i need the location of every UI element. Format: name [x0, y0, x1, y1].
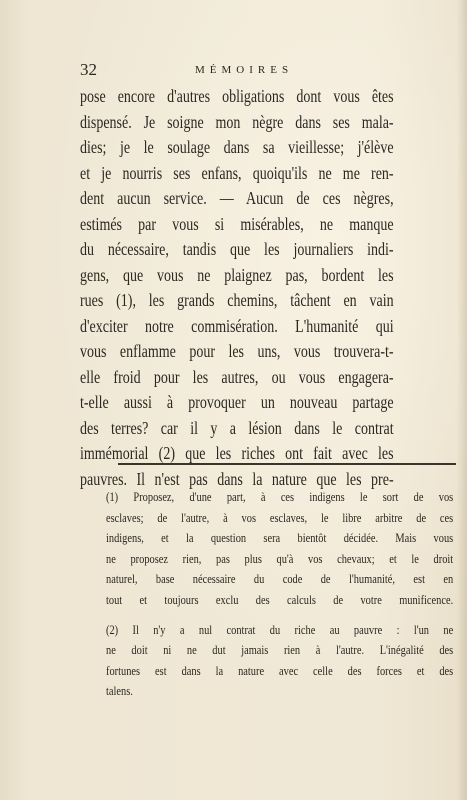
- text-line: du nécessaire, tandis que les journaliers indi-: [80, 239, 394, 259]
- text-line: estimés par vous si misérables, ne manque: [80, 213, 394, 234]
- text-line: des terres? car il y a lésion dans le contrat: [80, 417, 394, 438]
- text-line: et je nourris ses enfans, quoiqu'ils ne me ren-: [80, 162, 394, 183]
- page-edge-shadow: [457, 0, 467, 800]
- running-title: MÉMOIRES: [195, 64, 294, 76]
- text-line: d'exciter notre commisération. L'humanité qui: [80, 315, 394, 336]
- text-line: dies; je le soulage dans sa vieillesse; j'élève: [80, 137, 394, 157]
- footnote-line last-line: talens.: [106, 683, 133, 699]
- footnote-line: ne doit ni ne dut jamais rien à l'autre. L'inégalité des: [106, 642, 454, 658]
- main-text: [80, 84, 394, 492]
- footnote-line: (1) Proposez, d'une part, à ces indigens le sort de vos: [106, 489, 454, 504]
- footnotes: [106, 487, 453, 711]
- page-header: [80, 60, 392, 82]
- footnote-line: ne proposez rien, pas plus qu'à vos chevaux; et le droit: [106, 550, 454, 566]
- text-line: dent aucun service. — Aucun de ces nègres,: [80, 188, 394, 208]
- footnote-line: naturel, base nécessaire du code de l'humanité, est en: [106, 571, 454, 587]
- text-line: gens, que vous ne plaignez pas, bordent les: [80, 264, 394, 285]
- text-line: dispensé. Je soigne mon nègre dans ses mala-: [80, 111, 394, 132]
- text-line: t-elle aussi à provoquer un nouveau partage: [80, 392, 394, 412]
- text-line: immémorial (2) que les riches ont fait avec les: [80, 443, 394, 463]
- footnote-2: [106, 620, 453, 702]
- footnote-line: indigens, et la question sera bientôt décidée. Mais vous: [106, 530, 454, 546]
- text-line: rues (1), les grands chemins, tâchent en vain: [80, 290, 394, 310]
- text-line: pauvres. Il n'est pas dans la nature que les pre-: [80, 468, 394, 489]
- footnote-line: (2) Il n'y a nul contrat du riche au pauvre : l'un ne: [106, 621, 454, 637]
- page-number: 32: [80, 60, 97, 79]
- text-line: elle froid pour les autres, ou vous engagera-: [80, 366, 394, 387]
- footnote-separator: [118, 463, 456, 465]
- footnote-1: [106, 487, 453, 611]
- footnote-line: esclaves; de l'autre, à vos esclaves, le libre arbitre de ces: [106, 509, 454, 525]
- footnote-line: fortunes est dans la nature avec celle des forces et des: [106, 662, 454, 678]
- footnote-line: tout et toujours exclu des calculs de votre munificence.: [106, 591, 454, 607]
- text-line: vous enflamme pour les uns, vous trouvera-t-: [80, 341, 394, 361]
- text-line: pose encore d'autres obligations dont vous êtes: [80, 86, 394, 106]
